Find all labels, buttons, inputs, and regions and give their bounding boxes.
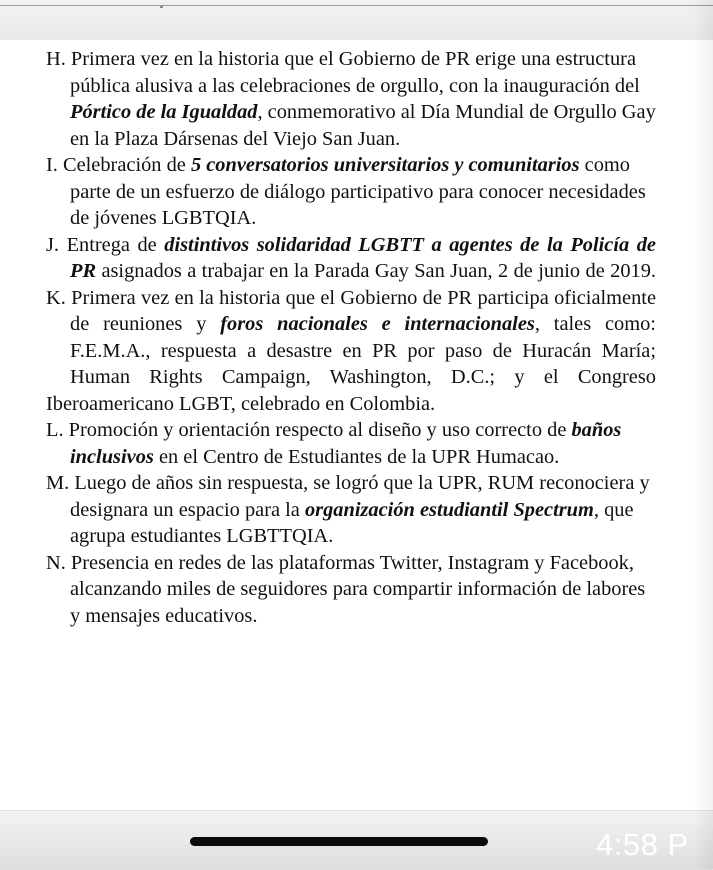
item-text — [46, 417, 656, 470]
list-item-j — [46, 232, 656, 285]
item-letter: I. — [46, 154, 58, 176]
item-emphasis: distintivos solidaridad LGBTT a agentes de la Policía de PR — [70, 233, 656, 282]
item-emphasis: foros nacionales e internacionales — [220, 313, 535, 335]
item-text — [46, 285, 656, 418]
document-page — [0, 40, 713, 810]
top-text-fragment — [160, 6, 163, 8]
bottom-bar — [0, 810, 713, 870]
list-item-l — [46, 417, 656, 470]
top-edge-strip — [0, 0, 713, 41]
item-letter: K. — [46, 286, 66, 309]
item-text-segment: Entrega de — [59, 233, 165, 256]
list-item-k — [46, 285, 656, 418]
item-letter: N. — [46, 551, 66, 574]
item-letter: M. — [46, 472, 70, 494]
item-letter: L. — [46, 419, 64, 441]
status-time: 4:58 P — [596, 827, 689, 862]
item-text-segment: , que agrupa estudiantes LGBTTQIA. — [70, 498, 634, 547]
list-item-h — [46, 46, 656, 152]
item-text-segment: asignados a trabajar en la Parada Gay San Juan, 2 de junio de 2019. — [96, 260, 656, 282]
item-text-segment: , conmemorativo al Día Mundial de Orgullo Gay en la Plaza Dársenas del Viejo San Juan. — [70, 101, 656, 150]
item-emphasis: baños inclusivos — [70, 419, 622, 468]
item-text — [46, 232, 656, 285]
achievements-list — [46, 46, 656, 629]
item-emphasis: organización estudiantil Spectrum — [304, 498, 594, 521]
item-text — [46, 46, 656, 152]
item-text — [46, 550, 656, 630]
list-item-m — [46, 470, 656, 550]
item-text — [46, 470, 656, 550]
item-text-segment: Celebración de — [57, 154, 191, 176]
home-indicator[interactable] — [190, 837, 488, 846]
item-text-segment: , tales como: F.E.M.A., respuesta a desastre en PR por paso de Huracán María; Human Rights Campaign, Washington, D.C.; y el Congreso — [70, 313, 656, 388]
list-item-i — [46, 152, 656, 232]
item-text-segment: como parte de un esfuerzo de diálogo participativo para conocer necesidades de jóvenes LGBTQIA. — [70, 154, 646, 229]
item-letter: H. — [46, 48, 66, 70]
item-text-segment: Primera vez en la historia que el Gobierno de PR participa oficialmente de reuniones y — [65, 286, 656, 335]
item-emphasis: Pórtico de la Igualdad — [70, 101, 258, 123]
item-text-segment: Promoción y orientación respecto al diseño y uso correcto de — [63, 419, 572, 441]
item-text — [46, 152, 656, 232]
item-text-segment: en el Centro de Estudiantes de la UPR Humacao. — [153, 445, 560, 468]
item-text-segment: Primera vez en la historia que el Gobierno de PR erige una estructura pública alusiva a las celebraciones de orgullo, con la inauguración del — [65, 48, 640, 97]
top-divider-line — [0, 5, 713, 6]
item-text-segment: Presencia en redes de las plataformas Twitter, Instagram y Facebook, alcanzando miles de seguidores para compartir información de labores y mensajes educativos. — [65, 551, 646, 627]
list-item-n — [46, 550, 656, 630]
item-letter: J. — [46, 233, 60, 256]
item-emphasis: 5 conversatorios universitarios y comunitarios — [190, 154, 580, 176]
item-text-segment: Iberoamericano LGBT, celebrado en Colombia. — [46, 392, 436, 415]
item-text-segment: Luego de años sin respuesta, se logró que la UPR, RUM reconociera y designara un espacio para la — [69, 472, 650, 521]
